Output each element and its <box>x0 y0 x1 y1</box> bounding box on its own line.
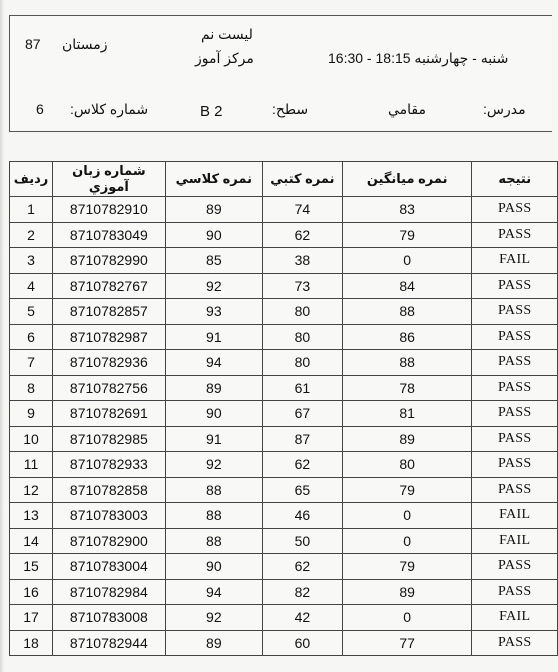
average-grade-cell: 0 <box>342 605 472 631</box>
average-grade-cell: 83 <box>342 197 472 223</box>
teacher-label: مدرس: <box>483 101 526 117</box>
student-id-cell: 8710783008 <box>53 605 166 631</box>
row-number-cell: 15 <box>10 554 53 580</box>
average-grade-cell: 80 <box>342 452 472 478</box>
student-id-cell: 8710782990 <box>53 248 166 274</box>
written-grade-cell: 67 <box>262 401 342 427</box>
written-grade-cell: 80 <box>262 299 342 325</box>
class-grade-cell: 88 <box>165 528 262 554</box>
average-grade-cell: 77 <box>342 630 472 656</box>
class-grade-cell: 88 <box>165 477 262 503</box>
class-grade-cell: 89 <box>165 375 262 401</box>
student-id-cell: 8710782691 <box>53 401 166 427</box>
row-number-cell: 10 <box>10 426 53 452</box>
class-grade-cell: 94 <box>165 579 262 605</box>
student-id-cell: 8710783004 <box>53 554 166 580</box>
result-cell: PASS <box>472 630 558 656</box>
col-header-row-number: رديف <box>10 162 53 197</box>
col-header-written-grade: نمره كتبي <box>262 162 342 197</box>
average-grade-cell: 86 <box>342 324 472 350</box>
row-number-cell: 18 <box>10 630 53 656</box>
grades-table <box>9 161 558 656</box>
row-number-cell: 7 <box>10 350 53 376</box>
student-id-cell: 8710782944 <box>53 630 166 656</box>
average-grade-cell: 89 <box>342 579 472 605</box>
list-title: لیست نم <box>201 26 253 42</box>
result-cell: PASS <box>472 350 558 376</box>
student-id-cell: 8710782900 <box>53 528 166 554</box>
table-row <box>10 248 558 274</box>
average-grade-cell: 0 <box>342 248 472 274</box>
term-label: زمستان <box>62 36 108 52</box>
col-header-class-grade: نمره كلاسي <box>165 162 262 197</box>
student-id-cell: 8710783049 <box>53 222 166 248</box>
row-number-cell: 16 <box>10 579 53 605</box>
level-label: سطح: <box>272 101 309 117</box>
table-row <box>10 426 558 452</box>
average-grade-cell: 89 <box>342 426 472 452</box>
result-cell: PASS <box>472 197 558 223</box>
teacher-name: مقامي <box>388 101 427 117</box>
student-id-cell: 8710782984 <box>53 579 166 605</box>
written-grade-cell: 82 <box>262 579 342 605</box>
class-schedule: شنبه - چهارشنبه 18:15 - 16:30 <box>328 50 509 66</box>
class-grade-cell: 92 <box>165 273 262 299</box>
class-number-label: شماره کلاس: <box>70 101 149 117</box>
class-grade-cell: 89 <box>165 630 262 656</box>
table-row <box>10 528 558 554</box>
result-cell: PASS <box>472 401 558 427</box>
written-grade-cell: 46 <box>262 503 342 529</box>
written-grade-cell: 80 <box>262 350 342 376</box>
result-cell: PASS <box>472 299 558 325</box>
student-id-cell: 8710783003 <box>53 503 166 529</box>
row-number-cell: 17 <box>10 605 53 631</box>
header-box <box>9 15 552 132</box>
written-grade-cell: 87 <box>262 426 342 452</box>
result-cell: PASS <box>472 579 558 605</box>
written-grade-cell: 73 <box>262 273 342 299</box>
table-row <box>10 503 558 529</box>
result-cell: PASS <box>472 554 558 580</box>
table-row <box>10 477 558 503</box>
written-grade-cell: 62 <box>262 222 342 248</box>
row-number-cell: 14 <box>10 528 53 554</box>
table-header-row <box>10 162 558 197</box>
average-grade-cell: 0 <box>342 503 472 529</box>
row-number-cell: 9 <box>10 401 53 427</box>
row-number-cell: 2 <box>10 222 53 248</box>
col-header-average-grade: نمره ميانگين <box>342 162 472 197</box>
average-grade-cell: 81 <box>342 401 472 427</box>
table-row <box>10 350 558 376</box>
student-id-cell: 8710782936 <box>53 350 166 376</box>
page-edge-shadow <box>0 0 4 672</box>
written-grade-cell: 62 <box>262 554 342 580</box>
class-grade-cell: 91 <box>165 324 262 350</box>
row-number-cell: 3 <box>10 248 53 274</box>
class-grade-cell: 92 <box>165 605 262 631</box>
class-grade-cell: 94 <box>165 350 262 376</box>
written-grade-cell: 38 <box>262 248 342 274</box>
level-value: B 2 <box>200 103 223 120</box>
written-grade-cell: 65 <box>262 477 342 503</box>
table-row <box>10 630 558 656</box>
class-grade-cell: 90 <box>165 222 262 248</box>
class-grade-cell: 90 <box>165 401 262 427</box>
result-cell: FAIL <box>472 248 558 274</box>
result-cell: PASS <box>472 426 558 452</box>
row-number-cell: 8 <box>10 375 53 401</box>
col-header-student-id: شماره زبان آموزي <box>53 162 166 197</box>
table-row <box>10 579 558 605</box>
average-grade-cell: 79 <box>342 477 472 503</box>
row-number-cell: 1 <box>10 197 53 223</box>
table-row <box>10 401 558 427</box>
student-id-cell: 8710782858 <box>53 477 166 503</box>
average-grade-cell: 88 <box>342 299 472 325</box>
term-number: 87 <box>25 36 41 52</box>
class-number: 6 <box>36 101 44 117</box>
row-number-cell: 5 <box>10 299 53 325</box>
table-row <box>10 197 558 223</box>
result-cell: PASS <box>472 452 558 478</box>
center-name: مرکز آموز <box>195 50 254 66</box>
row-number-cell: 12 <box>10 477 53 503</box>
table-row <box>10 299 558 325</box>
table-row <box>10 273 558 299</box>
student-id-cell: 8710782985 <box>53 426 166 452</box>
table-row <box>10 375 558 401</box>
average-grade-cell: 78 <box>342 375 472 401</box>
student-id-cell: 8710782857 <box>53 299 166 325</box>
row-number-cell: 11 <box>10 452 53 478</box>
student-id-cell: 8710782767 <box>53 273 166 299</box>
class-grade-cell: 93 <box>165 299 262 325</box>
row-number-cell: 4 <box>10 273 53 299</box>
average-grade-cell: 0 <box>342 528 472 554</box>
written-grade-cell: 74 <box>262 197 342 223</box>
result-cell: PASS <box>472 324 558 350</box>
result-cell: PASS <box>472 375 558 401</box>
result-cell: FAIL <box>472 605 558 631</box>
class-grade-cell: 88 <box>165 503 262 529</box>
student-id-cell: 8710782933 <box>53 452 166 478</box>
written-grade-cell: 61 <box>262 375 342 401</box>
table-row <box>10 605 558 631</box>
average-grade-cell: 79 <box>342 554 472 580</box>
written-grade-cell: 42 <box>262 605 342 631</box>
table-row <box>10 452 558 478</box>
result-cell: FAIL <box>472 528 558 554</box>
class-grade-cell: 90 <box>165 554 262 580</box>
student-id-cell: 8710782910 <box>53 197 166 223</box>
row-number-cell: 6 <box>10 324 53 350</box>
class-grade-cell: 85 <box>165 248 262 274</box>
result-cell: PASS <box>472 477 558 503</box>
table-row <box>10 222 558 248</box>
result-cell: PASS <box>472 273 558 299</box>
average-grade-cell: 84 <box>342 273 472 299</box>
table-body <box>10 197 558 656</box>
student-id-cell: 8710782756 <box>53 375 166 401</box>
average-grade-cell: 79 <box>342 222 472 248</box>
class-grade-cell: 92 <box>165 452 262 478</box>
written-grade-cell: 60 <box>262 630 342 656</box>
average-grade-cell: 88 <box>342 350 472 376</box>
row-number-cell: 13 <box>10 503 53 529</box>
class-grade-cell: 91 <box>165 426 262 452</box>
col-header-result: نتيجه <box>472 162 558 197</box>
written-grade-cell: 50 <box>262 528 342 554</box>
written-grade-cell: 62 <box>262 452 342 478</box>
table-row <box>10 324 558 350</box>
class-grade-cell: 89 <box>165 197 262 223</box>
written-grade-cell: 80 <box>262 324 342 350</box>
result-cell: PASS <box>472 222 558 248</box>
table-row <box>10 554 558 580</box>
result-cell: FAIL <box>472 503 558 529</box>
student-id-cell: 8710782987 <box>53 324 166 350</box>
